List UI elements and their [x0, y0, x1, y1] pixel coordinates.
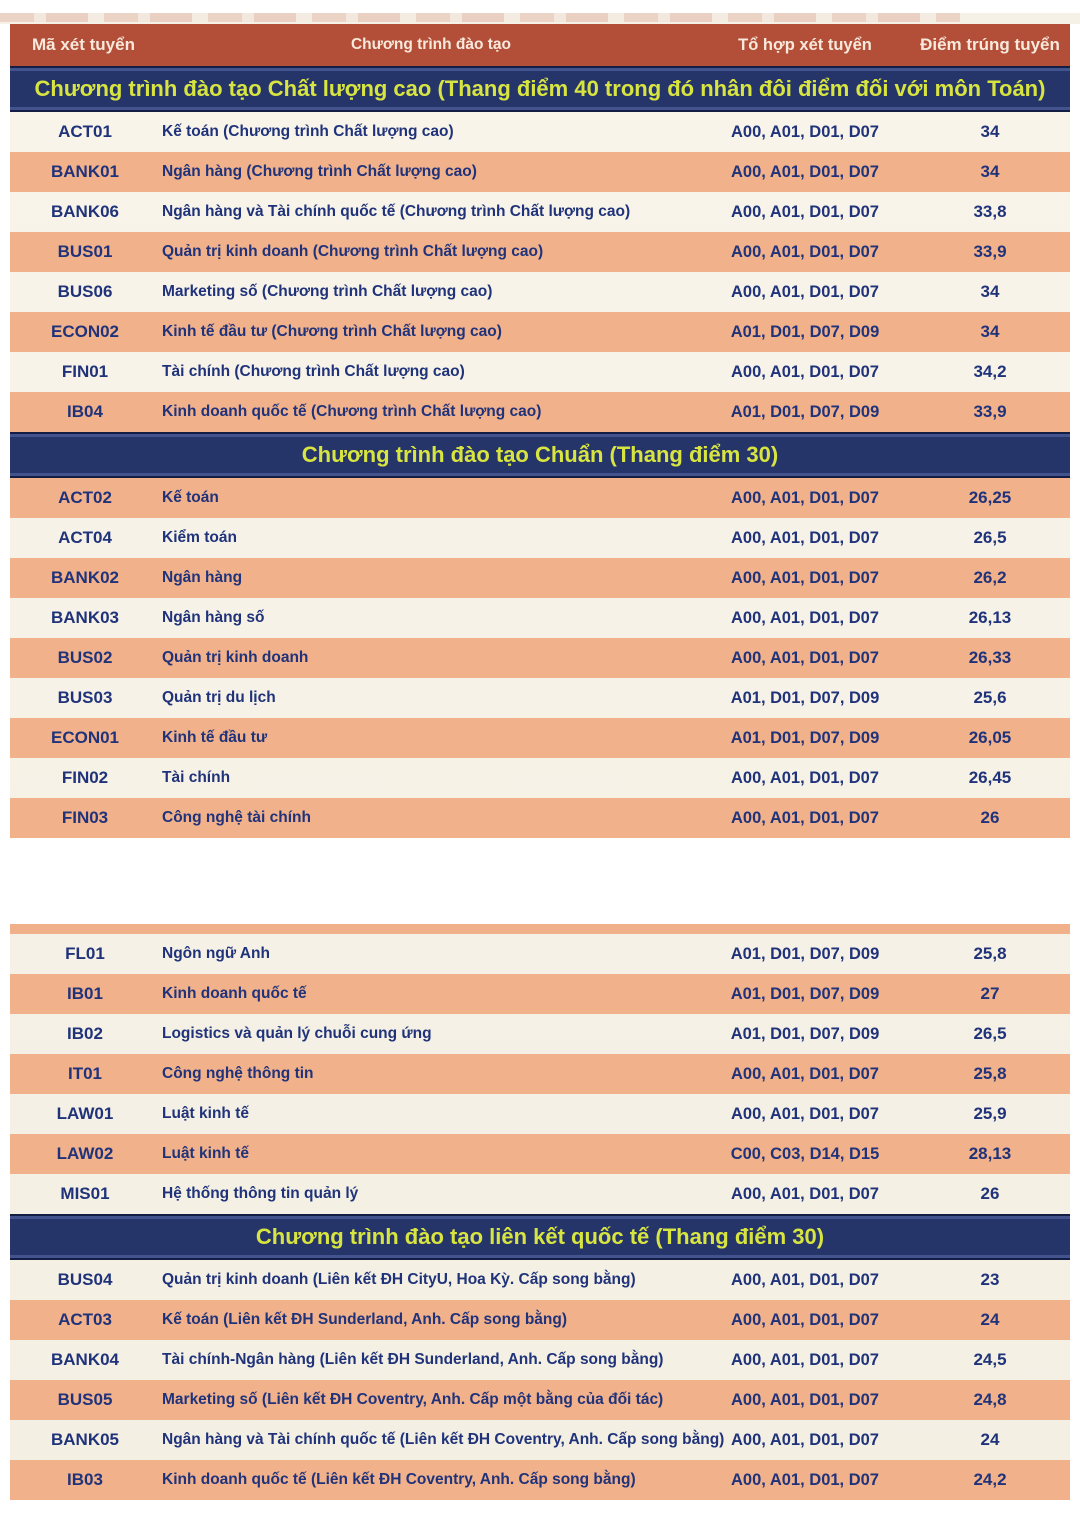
- row-code: FIN03: [61, 808, 109, 827]
- row-program: Quản trị kinh doanh (Liên kết ĐH CityU, Hoa Kỳ. Cấp song bằng): [162, 1271, 636, 1288]
- row-score: 25,6: [973, 688, 1007, 707]
- row-program: Ngân hàng và Tài chính quốc tế (Chương trình Chất lượng cao): [162, 203, 631, 220]
- row-score: 26,05: [968, 728, 1012, 747]
- row-score: 26,2: [973, 568, 1007, 587]
- row-program: Kinh doanh quốc tế (Liên kết ĐH Coventry, Anh. Cấp song bằng): [162, 1471, 636, 1488]
- row-score: 26: [980, 1184, 1000, 1203]
- row-program: Kinh tế đầu tư: [162, 729, 268, 746]
- row-program: Luật kinh tế: [162, 1145, 249, 1162]
- table-row: [10, 272, 1070, 312]
- row-score: 26,25: [968, 488, 1012, 507]
- row-combos: A00, A01, D01, D07: [731, 1350, 879, 1369]
- admission-score-table: [10, 24, 1070, 1500]
- table-row: [10, 1340, 1070, 1380]
- row-combos: C00, C03, D14, D15: [730, 1144, 880, 1163]
- table-row: [10, 1094, 1070, 1134]
- row-code: BUS03: [57, 688, 113, 707]
- section-header-label: Chương trình đào tạo liên kết quốc tế (Thang điểm 30): [255, 1224, 825, 1249]
- row-combos: A00, A01, D01, D07: [731, 1104, 879, 1123]
- row-code: BANK04: [50, 1350, 120, 1369]
- row-code: MIS01: [60, 1184, 110, 1203]
- row-code: BUS04: [57, 1270, 113, 1289]
- row-combos: A01, D01, D07, D09: [730, 944, 880, 963]
- row-score: 26: [980, 808, 1000, 827]
- row-code: BANK05: [50, 1430, 120, 1449]
- row-combos: A00, A01, D01, D07: [731, 808, 879, 827]
- row-program: Ngân hàng: [162, 569, 243, 586]
- row-program: Quản trị kinh doanh (Chương trình Chất lượng cao): [162, 243, 544, 260]
- table-row: [10, 1380, 1070, 1420]
- row-program: Công nghệ thông tin: [162, 1065, 314, 1082]
- row-score: 24,5: [973, 1350, 1007, 1369]
- row-program: Quản trị du lịch: [162, 689, 276, 706]
- row-score: 25,9: [973, 1104, 1007, 1123]
- column-header-row: [10, 24, 1070, 66]
- row-combos: A00, A01, D01, D07: [731, 122, 879, 141]
- row-program: Logistics và quản lý chuỗi cung ứng: [162, 1025, 432, 1042]
- row-code: BANK06: [50, 202, 120, 221]
- row-score: 33,9: [973, 242, 1007, 261]
- row-combos: A00, A01, D01, D07: [731, 162, 879, 181]
- row-score: 24,2: [973, 1470, 1007, 1489]
- row-program: Ngân hàng (Chương trình Chất lượng cao): [162, 163, 477, 180]
- section-header: [10, 432, 1070, 478]
- row-combos: A01, D01, D07, D09: [730, 728, 880, 747]
- row-score: 25,8: [973, 944, 1007, 963]
- row-score: 34: [980, 162, 1000, 181]
- table-row: [10, 798, 1070, 838]
- row-code: IB03: [67, 1470, 103, 1489]
- row-code: FIN01: [61, 362, 109, 381]
- section-header: [10, 1214, 1070, 1260]
- row-program: Tài chính: [162, 769, 231, 786]
- table-row: [10, 352, 1070, 392]
- row-code: ACT03: [58, 1310, 112, 1329]
- row-combos: A00, A01, D01, D07: [731, 488, 879, 507]
- row-code: LAW02: [56, 1144, 114, 1163]
- row-combos: A00, A01, D01, D07: [731, 568, 879, 587]
- table-row: [10, 1054, 1070, 1094]
- row-combos: A00, A01, D01, D07: [731, 768, 879, 787]
- row-combos: A00, A01, D01, D07: [731, 1184, 879, 1203]
- row-combos: A00, A01, D01, D07: [731, 1064, 879, 1083]
- row-combos: A00, A01, D01, D07: [731, 282, 879, 301]
- row-program: Công nghệ tài chính: [162, 809, 311, 826]
- row-code: BUS01: [57, 242, 113, 261]
- row-code: BUS05: [57, 1390, 113, 1409]
- row-score: 34: [980, 282, 1000, 301]
- row-program: Kinh doanh quốc tế (Chương trình Chất lượng cao): [162, 403, 542, 420]
- row-combos: A00, A01, D01, D07: [731, 242, 879, 261]
- row-program: Luật kinh tế: [162, 1105, 249, 1122]
- table-row: [10, 1014, 1070, 1054]
- row-code: BANK03: [50, 608, 120, 627]
- row-score: 34,2: [973, 362, 1007, 381]
- row-program: Marketing số (Liên kết ĐH Coventry, Anh. Cấp một bằng của đối tác): [162, 1391, 664, 1408]
- row-score: 33,8: [973, 202, 1007, 221]
- table-row: [10, 478, 1070, 518]
- column-header-score: Điểm trúng tuyển: [920, 35, 1060, 54]
- row-score: 34: [980, 322, 1000, 341]
- row-combos: A00, A01, D01, D07: [731, 202, 879, 221]
- row-code: ACT04: [58, 528, 112, 547]
- table-row: [10, 974, 1070, 1014]
- table-row: [10, 1460, 1070, 1500]
- row-combos: A01, D01, D07, D09: [730, 1024, 880, 1043]
- section-header-label: Chương trình đào tạo Chất lượng cao (Thang điểm 40 trong đó nhân đôi điểm đối với môn Toán): [34, 76, 1046, 101]
- row-score: 26,13: [968, 608, 1012, 627]
- row-program: Hệ thống thông tin quản lý: [162, 1185, 359, 1202]
- row-code: LAW01: [56, 1104, 114, 1123]
- row-combos: A00, A01, D01, D07: [731, 1390, 879, 1409]
- row-combos: A01, D01, D07, D09: [730, 402, 880, 421]
- row-combos: A00, A01, D01, D07: [731, 608, 879, 627]
- row-score: 34: [980, 122, 1000, 141]
- row-code: IB04: [67, 402, 103, 421]
- row-score: 28,13: [968, 1144, 1012, 1163]
- row-score: 26,45: [968, 768, 1012, 787]
- row-program: Ngân hàng và Tài chính quốc tế (Liên kết ĐH Coventry, Anh. Cấp song bằng): [162, 1431, 725, 1448]
- row-program: Tài chính-Ngân hàng (Liên kết ĐH Sunderland, Anh. Cấp song bằng): [162, 1351, 664, 1368]
- table-row: [10, 312, 1070, 352]
- row-program: Marketing số (Chương trình Chất lượng cao): [162, 283, 493, 300]
- row-program: Ngân hàng số: [162, 609, 265, 626]
- row-program: Kế toán: [162, 489, 219, 506]
- table-row: [10, 558, 1070, 598]
- row-code: IB02: [67, 1024, 103, 1043]
- row-code: FIN02: [61, 768, 109, 787]
- row-program: Kế toán (Chương trình Chất lượng cao): [162, 123, 454, 140]
- row-combos: A01, D01, D07, D09: [730, 984, 880, 1003]
- table-row: [10, 1300, 1070, 1340]
- row-combos: A00, A01, D01, D07: [731, 528, 879, 547]
- page-bottom-background: [0, 1500, 1080, 1521]
- row-combos: A00, A01, D01, D07: [731, 648, 879, 667]
- row-combos: A01, D01, D07, D09: [730, 322, 880, 341]
- row-score: 26,5: [973, 528, 1007, 547]
- row-code: IB01: [67, 984, 103, 1003]
- row-program: Kế toán (Liên kết ĐH Sunderland, Anh. Cấp song bằng): [162, 1311, 568, 1328]
- table-row: [10, 232, 1070, 272]
- table-row: [10, 678, 1070, 718]
- table-row: [10, 518, 1070, 558]
- row-program: Tài chính (Chương trình Chất lượng cao): [162, 363, 465, 380]
- row-code: BUS06: [57, 282, 113, 301]
- table-row: [10, 598, 1070, 638]
- row-program: Quản trị kinh doanh: [162, 649, 309, 666]
- table-row: [10, 758, 1070, 798]
- row-code: BANK02: [50, 568, 120, 587]
- table-row: [10, 1134, 1070, 1174]
- row-code: IT01: [67, 1064, 103, 1083]
- column-header-combos: Tổ hợp xét tuyển: [738, 35, 872, 54]
- row-code: ECON02: [50, 322, 120, 341]
- page-top-background: [0, 0, 1080, 24]
- row-code: BANK01: [50, 162, 120, 181]
- cropped-row-sliver: [10, 924, 1070, 934]
- row-code: ACT01: [58, 122, 112, 141]
- table-row: [10, 638, 1070, 678]
- table-row: [10, 718, 1070, 758]
- row-score: 24: [980, 1430, 1000, 1449]
- row-score: 27: [980, 984, 1000, 1003]
- row-program: Kiểm toán: [162, 529, 237, 546]
- table-row: [10, 152, 1070, 192]
- screenshot-stitch-gap: [0, 838, 1080, 924]
- row-score: 33,9: [973, 402, 1007, 421]
- row-combos: A00, A01, D01, D07: [731, 1470, 879, 1489]
- row-combos: A00, A01, D01, D07: [731, 1430, 879, 1449]
- table-row: [10, 112, 1070, 152]
- table-row: [10, 934, 1070, 974]
- row-score: 23: [980, 1270, 1000, 1289]
- row-program: Kinh tế đầu tư (Chương trình Chất lượng cao): [162, 323, 502, 340]
- row-score: 25,8: [973, 1064, 1007, 1083]
- row-code: FL01: [65, 944, 105, 963]
- row-combos: A00, A01, D01, D07: [731, 1310, 879, 1329]
- row-program: Kinh doanh quốc tế: [162, 985, 307, 1002]
- row-score: 24: [980, 1310, 1000, 1329]
- row-code: ECON01: [50, 728, 120, 747]
- table-row: [10, 1420, 1070, 1460]
- row-code: BUS02: [57, 648, 113, 667]
- row-score: 26,5: [973, 1024, 1007, 1043]
- row-program: Ngôn ngữ Anh: [162, 945, 270, 962]
- row-score: 24,8: [973, 1390, 1007, 1409]
- table-row: [10, 192, 1070, 232]
- row-combos: A01, D01, D07, D09: [730, 688, 880, 707]
- table-row: [10, 1260, 1070, 1300]
- column-header-code: Mã xét tuyển: [32, 35, 135, 54]
- table-rows: [10, 66, 1070, 1500]
- table-row: [10, 392, 1070, 432]
- row-score: 26,33: [968, 648, 1012, 667]
- table-row: [10, 1174, 1070, 1214]
- column-header-program: Chương trình đào tạo: [350, 36, 511, 53]
- row-code: ACT02: [58, 488, 112, 507]
- row-combos: A00, A01, D01, D07: [731, 1270, 879, 1289]
- row-combos: A00, A01, D01, D07: [731, 362, 879, 381]
- section-header-label: Chương trình đào tạo Chuẩn (Thang điểm 30): [301, 442, 779, 467]
- section-header: [10, 66, 1070, 112]
